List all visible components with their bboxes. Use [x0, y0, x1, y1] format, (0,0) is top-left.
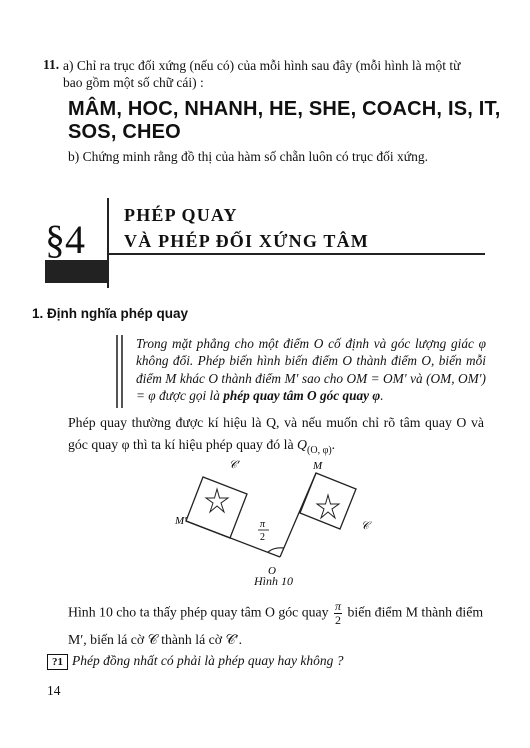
fraction-denominator: 2 — [335, 613, 341, 627]
definition-bar — [116, 335, 118, 408]
definition-end: . — [380, 387, 384, 403]
page-number: 14 — [47, 683, 61, 698]
paragraph-figure-desc — [68, 600, 498, 627]
paragraph-figure-desc-line2: M′, biến lá cờ 𝒞 thành lá cờ 𝒞′. — [68, 632, 243, 647]
fraction-numerator: π — [335, 599, 342, 613]
definition-bar — [121, 335, 123, 408]
definition-text — [136, 335, 486, 404]
angle-fraction — [334, 600, 342, 627]
flag-left — [186, 477, 247, 538]
section-mark: §4 — [45, 217, 85, 262]
angle-denominator: 2 — [260, 532, 265, 543]
definition-term: phép quay tâm O góc quay φ — [223, 387, 381, 403]
paragraph-notation-end: . — [331, 437, 336, 452]
rotation-figure — [170, 455, 390, 580]
angle-arc — [268, 548, 284, 552]
section-vertical-rule — [107, 198, 109, 288]
paragraph-figure-desc-text2: biến điểm M thành điểm — [347, 604, 484, 620]
words-line2: SOS, CHEO — [68, 121, 181, 143]
section-horizontal-rule — [107, 253, 485, 255]
label-m-prime: M′ — [175, 515, 187, 527]
label-o: O — [268, 565, 276, 577]
question-text: Phép đồng nhất có phải là phép quay hay không ? — [72, 653, 344, 668]
star-icon-left — [206, 489, 228, 512]
section-mark-bar — [45, 260, 107, 283]
flag-right — [300, 473, 356, 529]
rotation-subscript: (O, φ) — [307, 444, 332, 456]
subsection-heading: 1. Định nghĩa phép quay — [32, 306, 189, 321]
label-c-prime: 𝒞′ — [229, 459, 240, 471]
exercise-part-b: b) Chứng minh rằng đồ thị của hàm số chẵn luôn có trục đối xứng. — [68, 149, 428, 164]
label-c: 𝒞 — [361, 520, 370, 532]
paragraph-figure-desc-text: Hình 10 cho ta thấy phép quay tâm O góc quay — [68, 604, 332, 620]
paragraph-notation-text: Phép quay thường được kí hiệu là Q, và nếu muốn chỉ rõ tâm quay O và góc quay φ thì ta kí hiệu phép quay đó là — [68, 415, 484, 452]
words-line1: MÂM, HOC, NHANH, HE, SHE, COACH, IS, IT, — [68, 98, 501, 120]
section-title-line1: PHÉP QUAY — [124, 205, 238, 225]
exercise-part-a-line1: a) Chỉ ra trục đối xứng (nếu có) của mỗi hình sau đây (mỗi hình là một từ — [63, 58, 461, 73]
exercise-part-a-line2: bao gồm một số chữ cái) : — [63, 75, 204, 90]
star-icon-right — [317, 495, 339, 518]
definition-part1: Trong mặt phẳng cho một điểm O cố định và góc lượng giác φ không đổi. Phép biến hình biến điểm O thành điểm O, biến mỗi điểm M khác O thành điểm M′ sao cho OM = OM′ và (OM, OM′) = φ được gọi là — [136, 336, 486, 403]
figure-caption: Hình 10 — [254, 574, 293, 588]
rotation-symbol: Q — [297, 437, 308, 452]
angle-numerator: π — [260, 519, 266, 530]
label-m: M — [313, 460, 323, 472]
exercise-number: 11. — [43, 57, 60, 72]
section-title-line2: VÀ PHÉP ĐỐI XỨNG TÂM — [124, 231, 370, 251]
question-label: ?1 — [47, 654, 68, 670]
